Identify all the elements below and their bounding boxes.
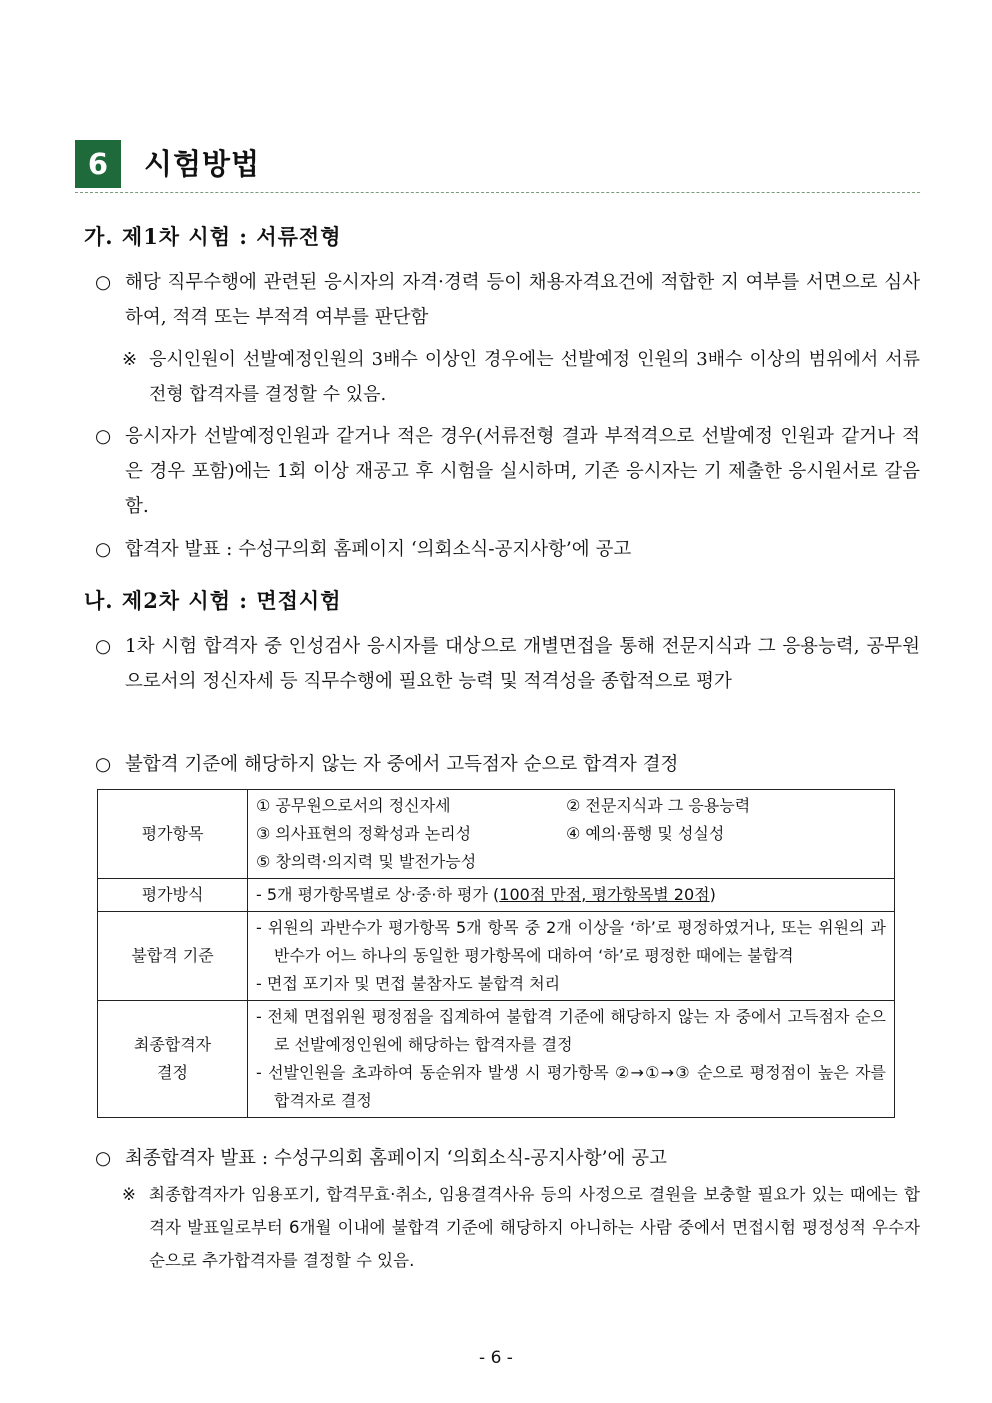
list-item [95, 747, 920, 782]
list-item [95, 1141, 920, 1176]
circle-bullet: ○ [95, 636, 112, 657]
evaluation-item: ⑤ 창의력·의지력 및 발전가능성 [256, 852, 477, 871]
row-label-evaluation-items: 평가항목 [98, 790, 248, 879]
list-item [95, 629, 920, 699]
method-score-note: 100점 만점, 평가항목별 20점 [499, 885, 710, 904]
table-row [98, 912, 895, 1001]
circle-bullet: ○ [95, 754, 112, 775]
table-row [98, 790, 895, 879]
method-prefix: - 5개 평가항목별로 상·중·하 평가 ( [256, 885, 500, 904]
row-label-final-decision [98, 1001, 248, 1118]
note-item [122, 1178, 920, 1277]
list-item [95, 265, 920, 335]
list-item [95, 419, 920, 524]
table-row [98, 879, 895, 912]
list-item [95, 532, 920, 567]
row-label-evaluation-method: 평가방식 [98, 879, 248, 912]
list-item-text: 불합격 기준에 해당하지 않는 자 중에서 고득점자 순으로 합격자 결정 [125, 754, 679, 775]
reference-mark: ※ [122, 1185, 136, 1204]
reference-mark: ※ [122, 349, 138, 370]
method-suffix: ) [709, 885, 716, 904]
final-decision-line: - 전체 면접위원 평정점을 집계하여 불합격 기준에 해당하지 않는 자 중에서 고득점자 순으로 선발예정인원에 해당하는 합격자를 결정 [256, 1007, 886, 1054]
evaluation-item: ③ 의사표현의 정확성과 논리성 [256, 824, 472, 843]
note-text: 응시인원이 선발예정인원의 3배수 이상인 경우에는 선발예정 인원의 3배수 이상의 범위에서 서류전형 합격자를 결정할 수 있음. [149, 349, 920, 405]
note-item [122, 342, 920, 412]
fail-criteria-cell [248, 912, 895, 1001]
list-item-text: 응시자가 선발예정인원과 같거나 적은 경우(서류전형 결과 부적격으로 선발예정 인원과 같거나 적은 경우 포함)에는 1회 이상 재공고 후 시험을 실시하며, 기존 응시자는 기 제출한 응시원서로 갈음함. [125, 426, 920, 517]
section-title: 시험방법 [144, 147, 261, 181]
evaluation-method-cell [248, 879, 895, 912]
evaluation-item: ④ 예의·품행 및 성실성 [566, 824, 725, 843]
final-decision-label-line: 결정 [157, 1063, 188, 1082]
evaluation-item: ① 공무원으로서의 정신자세 [256, 796, 451, 815]
final-decision-line: - 선발인원을 초과하여 동순위자 발생 시 평가항목 ②→①→③ 순으로 평정점이 높은 자를 합격자로 결정 [256, 1063, 886, 1110]
table-row [98, 1001, 895, 1118]
list-item-text: 1차 시험 합격자 중 인성검사 응시자를 대상으로 개별면접을 통해 전문지식과 그 응용능력, 공무원으로서의 정신자세 등 직무수행에 필요한 능력 및 적격성을 종합적으로 평가 [125, 636, 920, 692]
first-exam-heading: 가. 제1차 시험 : 서류전형 [84, 224, 342, 249]
note-text: 최종합격자가 임용포기, 합격무효·취소, 임용결격사유 등의 사정으로 결원을 보충할 필요가 있는 때에는 합격자 발표일로부터 6개월 이내에 불합격 기준에 해당하지 아니하는 사람 중에서 면접시험 평정성적 우수자 순으로 추가합격자를 결정할 수 있음. [149, 1185, 920, 1270]
final-decision-label-line: 최종합격자 [133, 1035, 212, 1054]
evaluation-item: ② 전문지식과 그 응용능력 [566, 796, 751, 815]
list-item-text: 합격자 발표 : 수성구의회 홈페이지 ‘의회소식-공지사항’에 공고 [125, 539, 632, 560]
fail-criteria-line: - 면접 포기자 및 면접 불참자도 불합격 처리 [256, 974, 561, 993]
section-number-badge: 6 [75, 140, 121, 188]
evaluation-table [97, 789, 895, 1118]
fail-criteria-line: - 위원의 과반수가 평가항목 5개 항목 중 2개 이상을 ‘하’로 평정하였거나, 또는 위원의 과반수가 어느 하나의 동일한 평가항목에 대하여 ‘하’로 평정한 때에는 불합격 [256, 918, 886, 965]
evaluation-items-list [256, 792, 886, 876]
list-item-text: 해당 직무수행에 관련된 응시자의 자격·경력 등이 채용자격요건에 적합한 지 여부를 서면으로 심사하여, 적격 또는 부적격 여부를 판단함 [125, 272, 920, 328]
list-item-text: 최종합격자 발표 : 수성구의회 홈페이지 ‘의회소식-공지사항’에 공고 [125, 1148, 668, 1169]
circle-bullet: ○ [95, 1148, 112, 1169]
circle-bullet: ○ [95, 426, 112, 447]
circle-bullet: ○ [95, 272, 112, 293]
row-label-fail-criteria: 불합격 기준 [98, 912, 248, 1001]
section-header [75, 140, 920, 193]
evaluation-items-cell [248, 790, 895, 879]
final-decision-cell [248, 1001, 895, 1118]
second-exam-heading: 나. 제2차 시험 : 면접시험 [84, 588, 342, 613]
circle-bullet: ○ [95, 539, 112, 560]
page-number: - 6 - [479, 1348, 513, 1368]
